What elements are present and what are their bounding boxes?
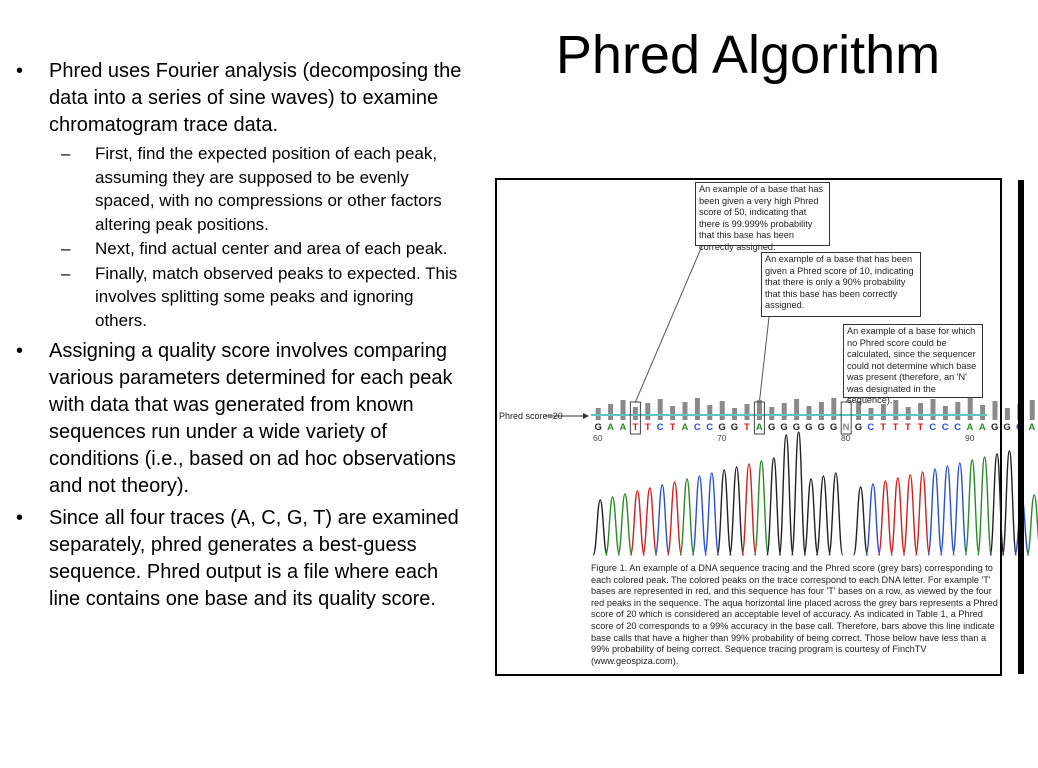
phred-bar: [670, 406, 675, 420]
base-letter: T: [743, 422, 750, 433]
trace-peak: [878, 481, 892, 555]
callout-phred-10: An example of a base that has been given a Phred score of 10, indicating that there is only a 90% probability that this base has been correctly assigned.: [761, 252, 921, 317]
base-letter: C: [656, 422, 664, 433]
phred-bar: [918, 403, 923, 420]
position-label: 70: [717, 433, 727, 443]
phred-bar: [1005, 408, 1010, 420]
base-letter: G: [854, 422, 863, 433]
sub-bullet-text: Next, find actual center and area of each peak.: [95, 239, 448, 258]
figure-caption: Figure 1. An example of a DNA sequence tracing and the Phred score (grey bars) corresponding to each colored peak. The colored peaks on the trace correspond to each DNA letter. For example 'T' bases are represented in red, and this sequence has four 'T' bases on a row, as viewed by the four red peaks in the sequence. The aqua horizontal line placed across the grey bars represents a Phred score of 20 which is considered an acceptable level of accuracy. As indicated in Table 1, a Phred score of 20 corresponds to a 99% accuracy in the base call. Therefore, bars above this line indicate base calls that have a higher than 99% probability of being correct. Those below have less than a 99% probability of being correct. Sequence tracing program is courtesy of FinchTV (www.geospiza.com).: [591, 563, 998, 666]
sub-bullet-list: [49, 142, 462, 332]
chromatogram-traces: [593, 432, 1038, 555]
base-sequence: [592, 422, 1038, 433]
base-letter: G: [829, 422, 838, 433]
trace-peak: [779, 435, 793, 555]
phred-bar: [931, 399, 936, 420]
trace-peak: [754, 461, 768, 555]
trace-peak: [680, 479, 694, 555]
bullet-item: [12, 58, 462, 332]
base-letter: A: [619, 422, 627, 433]
callout-connector: [635, 246, 702, 402]
trace-peak: [1027, 495, 1038, 555]
base-letter: C: [693, 422, 701, 433]
phred-bar: [943, 406, 948, 420]
trace-peak: [767, 458, 781, 555]
trace-peak: [829, 473, 843, 555]
base-letter: C: [954, 422, 961, 433]
base-letter: T: [905, 422, 911, 433]
base-letter: G: [817, 422, 825, 433]
phred-bar: [980, 405, 985, 420]
position-label: 60: [593, 433, 603, 443]
base-letter: C: [706, 422, 714, 433]
base-letter: A: [681, 422, 689, 433]
bullet-text: Assigning a quality score involves comparing various parameters determined for each peak with data that was generated from known sequences run under a wide variety of conditions (i.e., based on ad hoc observations and not theory).: [49, 340, 456, 497]
base-letter: C: [929, 422, 937, 433]
sub-bullet-text: Finally, match observed peaks to expected. This involves splitting some peaks and ignoring others.: [95, 263, 458, 330]
base-letter: A: [607, 422, 615, 433]
callout-connector: [759, 317, 769, 402]
base-letter: A: [978, 422, 986, 433]
base-letter: C: [941, 422, 949, 433]
trace-peak: [928, 469, 942, 555]
trace-peak: [655, 485, 669, 555]
base-letter: T: [669, 422, 676, 433]
phred-bar: [968, 398, 973, 420]
phred-bar: [807, 406, 812, 420]
trace-peak: [792, 432, 806, 555]
base-letter: T: [892, 422, 899, 433]
bullet-list: [12, 58, 462, 618]
base-letter: G: [805, 422, 813, 433]
trace-peak: [816, 476, 830, 555]
base-letter: T: [644, 422, 651, 433]
trace-peak: [978, 457, 992, 555]
base-letter: G: [730, 422, 739, 433]
position-label: 90: [965, 433, 975, 443]
base-letter: C: [867, 422, 875, 433]
trace-peak: [990, 454, 1004, 555]
base-letter: G: [767, 422, 776, 433]
phred-bar: [782, 403, 787, 420]
trace-peak: [705, 473, 719, 555]
base-letter: G: [718, 422, 726, 433]
bullet-item: [12, 338, 462, 500]
trace-peak: [903, 475, 917, 555]
bullet-text: Phred uses Fourier analysis (decomposing the data into a series of sine waves) to examine chromatogram trace data.: [49, 60, 462, 136]
phred-bar: [683, 402, 688, 420]
base-letter: G: [991, 422, 999, 433]
base-letter: T: [632, 422, 639, 433]
bullet-text: Since all four traces (A, C, G, T) are examined separately, phred generates a best-guess sequence. Phred output is a file where each line contains one base and its quality score.: [49, 507, 459, 610]
trace-peak: [916, 472, 930, 555]
phred-bar: [645, 403, 650, 420]
trace-peak: [804, 479, 818, 555]
trace-peak: [630, 491, 644, 555]
phred-bar: [707, 405, 712, 420]
phred-bar: [658, 399, 663, 420]
trace-peak: [593, 500, 607, 555]
arrow-head-icon: [583, 413, 589, 419]
bullet-symbol: •: [16, 340, 24, 362]
phred-score-bars: [596, 398, 1035, 420]
base-letter: T: [917, 422, 924, 433]
trace-peak: [891, 478, 905, 555]
phred-bar: [720, 401, 725, 420]
trace-peak: [940, 466, 954, 555]
phred-bar: [769, 407, 774, 420]
phred-bar: [893, 400, 898, 420]
sub-bullet-item: [49, 237, 462, 261]
base-letter: A: [1028, 422, 1036, 433]
phred-bar: [906, 407, 911, 420]
base-letter: A: [966, 422, 974, 433]
phred-bar: [819, 402, 824, 420]
base-letter: G: [780, 422, 788, 433]
phred-bar: [794, 399, 799, 420]
callout-phred-50: An example of a base that has been given a very high Phred score of 50, indicating that there is 99.999% probability that this base has been correctly assigned.: [695, 182, 830, 246]
phred-score-label: Phred score=20: [499, 411, 563, 421]
dash-symbol: –: [61, 239, 71, 258]
slide-title: Phred Algorithm: [555, 25, 941, 85]
phred-bar: [757, 400, 762, 420]
phred-bar: [608, 404, 613, 420]
trace-peak: [618, 494, 632, 555]
phred-bar: [633, 407, 638, 420]
slide-edge-bar: [1018, 180, 1024, 674]
callout-no-score: An example of a base for which no Phred score could be calculated, since the sequencer could not determine which base was present (therefore, an 'N' was designated in the sequence).: [843, 324, 983, 398]
trace-peak: [866, 484, 880, 555]
bullet-symbol: •: [16, 60, 24, 82]
phred-bar: [1030, 400, 1035, 420]
position-label: 80: [841, 433, 851, 443]
base-letter: G: [1003, 422, 1011, 433]
trace-peak: [730, 467, 744, 555]
trace-peak: [1002, 451, 1016, 555]
phred-figure: [495, 178, 1036, 676]
phred-bar: [695, 398, 700, 420]
phred-bar: [831, 398, 836, 420]
trace-peak: [692, 476, 706, 555]
phred-bar: [993, 401, 998, 420]
bullet-item: [12, 505, 462, 613]
sub-bullet-item: [49, 262, 462, 333]
trace-peak: [606, 497, 620, 555]
trace-peak: [717, 470, 731, 555]
sub-bullet-item: [49, 142, 462, 236]
bullet-symbol: •: [16, 507, 24, 529]
phred-bar: [621, 400, 626, 420]
dash-symbol: –: [61, 144, 71, 163]
base-letter: G: [594, 422, 602, 433]
base-letter: T: [880, 422, 887, 433]
base-letter: A: [755, 422, 763, 433]
base-letter: N: [842, 422, 850, 433]
trace-peak: [953, 463, 967, 555]
trace-peak: [742, 464, 756, 555]
dash-symbol: –: [61, 263, 71, 283]
trace-peak: [854, 487, 868, 555]
phred-bar: [955, 402, 960, 420]
trace-peak: [965, 460, 979, 555]
trace-peak: [668, 482, 682, 555]
sub-bullet-text: First, find the expected position of each peak, assuming they are supposed to be evenly spaced, with no compressions or other factors altering peak positions.: [95, 144, 442, 234]
base-letter: G: [792, 422, 801, 433]
phred-bar: [745, 404, 750, 420]
trace-peak: [643, 488, 657, 555]
